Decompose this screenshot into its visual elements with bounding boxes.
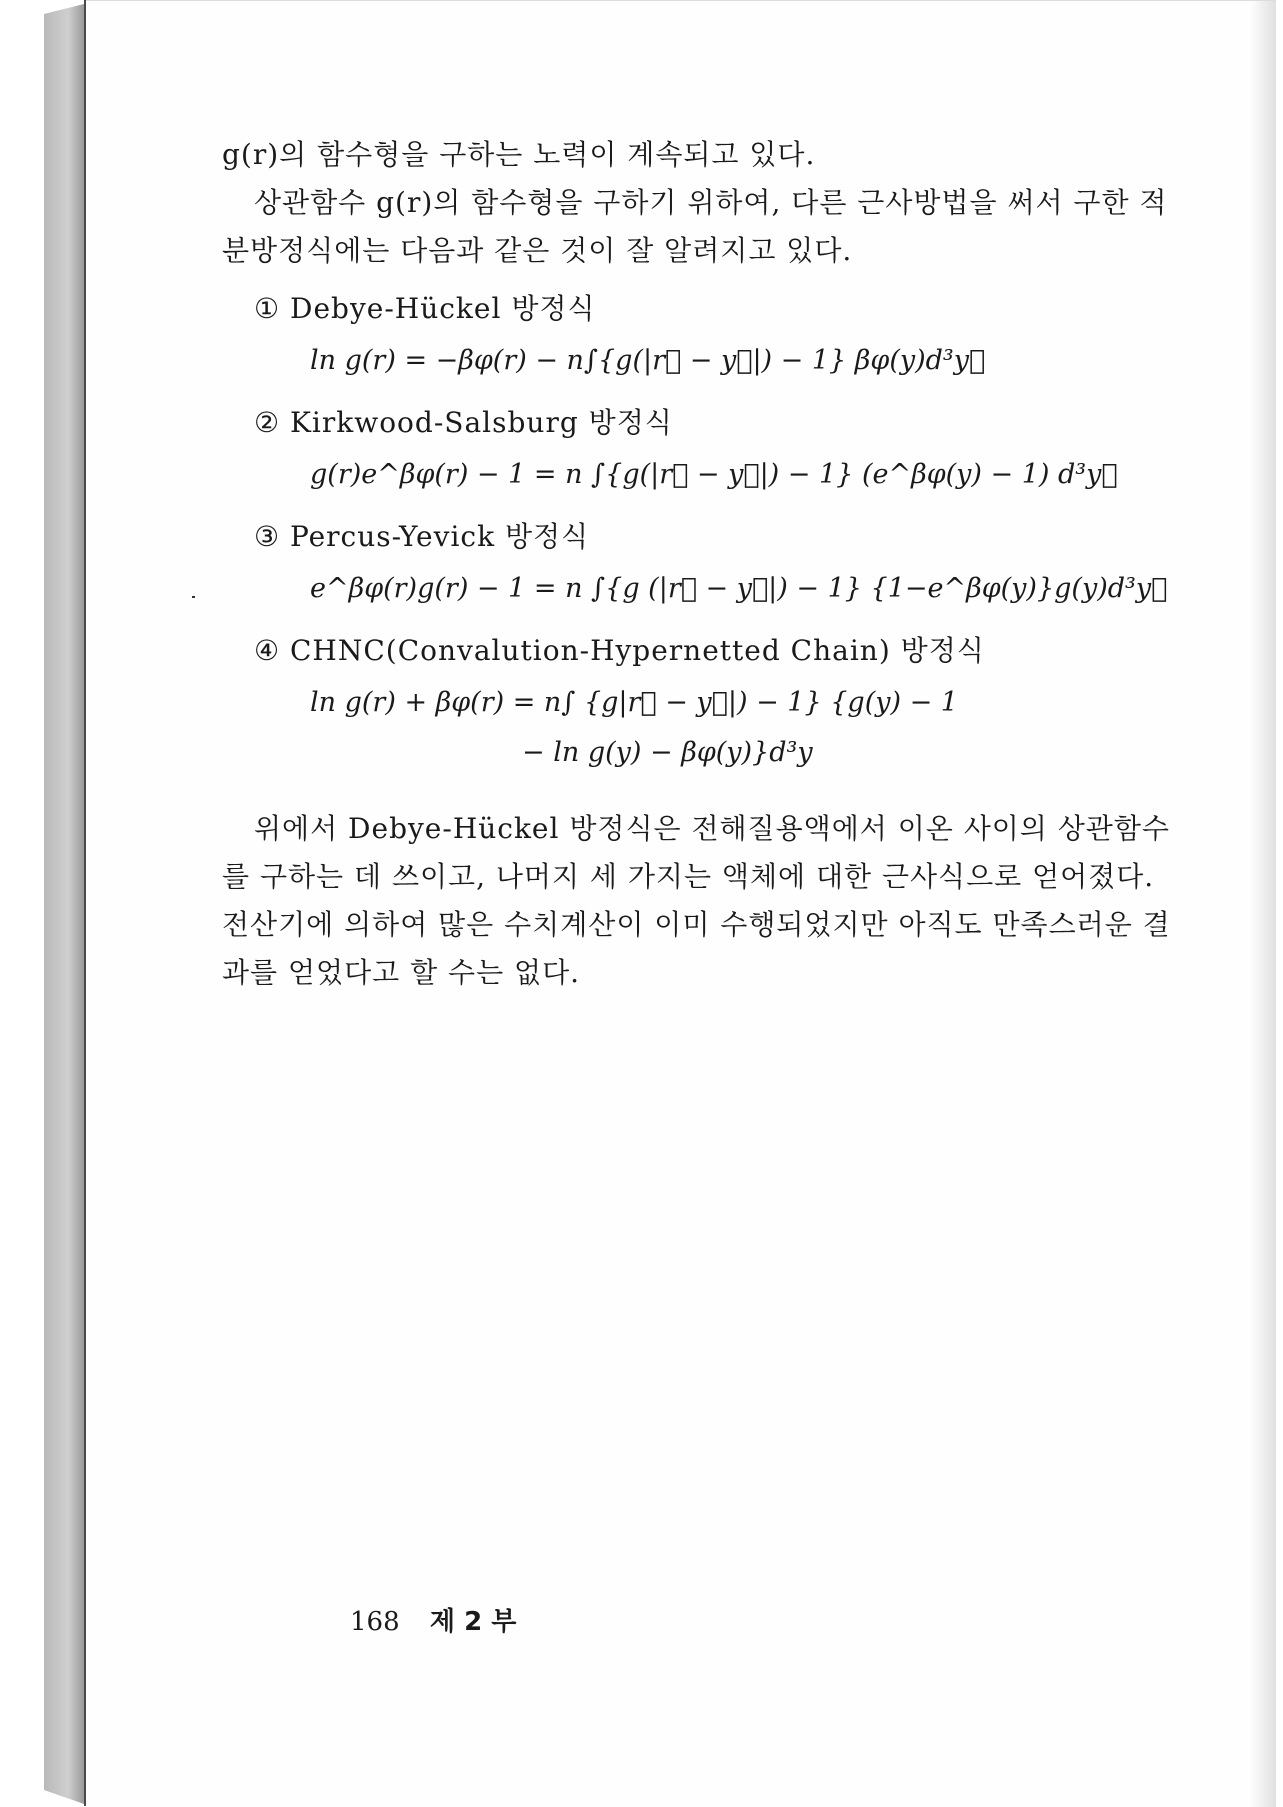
equation-heading-chnc: ④ CHNC(Convalution-Hypernetted Chain) 방정식 [254,634,985,667]
page-content [222,131,1262,997]
part-label: 제 2 부 [429,1607,517,1637]
conclusion-line: 를 구하는 데 쓰이고, 나머지 세 가지는 액체에 대한 근사식으로 얻어졌다. [222,860,1155,893]
equation-chnc: ln g(r) + βφ(r) = n∫ {g|r⃗ − y⃗|) − 1} {g(y) − 1 [310,687,958,718]
equation-heading-percus-yevick: ③ Percus-Yevick 방정식 [254,520,590,553]
equation-heading-kirkwood-salsburg: ② Kirkwood-Salsburg 방정식 [254,406,673,439]
book-spine [44,4,84,1804]
intro-line: g(r)의 함수형을 구하는 노력이 계속되고 있다. [222,138,816,171]
page-number: 168 [350,1607,400,1637]
conclusion-line: 과를 얻었다고 할 수는 없다. [222,956,581,989]
conclusion-line: 전산기에 의하여 많은 수치계산이 이미 수행되었지만 아직도 만족스러운 결 [222,908,1171,941]
scan-speck [192,596,195,598]
equation-chnc-continuation: − ln g(y) − βφ(y)}d³y [522,737,813,768]
equation-percus-yevick: e^βφ(r)g(r) − 1 = n ∫{g (|r⃗ − y⃗|) − 1} {1−e^βφ(y)}g(y)d³y⃗ [310,573,1168,604]
equation-debye-huckel: ln g(r) = −βφ(r) − n∫{g(|r⃗ − y⃗|) − 1} βφ(y)d³y⃗ [310,345,986,376]
equation-kirkwood-salsburg: g(r)e^βφ(r) − 1 = n ∫{g(|r⃗ − y⃗|) − 1} (e^βφ(y) − 1) d³y⃗ [310,459,1118,490]
paragraph-line: 상관함수 g(r)의 함수형을 구하기 위하여, 다른 근사방법을 써서 구한 적 [254,186,1168,219]
book-page [86,0,1276,1807]
page-footer [350,1601,516,1638]
equation-heading-debye-huckel: ① Debye-Hückel 방정식 [254,292,596,325]
conclusion-line: 위에서 Debye-Hückel 방정식은 전해질용액에서 이온 사이의 상관함수 [254,812,1170,845]
paragraph-line: 분방정식에는 다음과 같은 것이 잘 알려지고 있다. [222,234,853,267]
